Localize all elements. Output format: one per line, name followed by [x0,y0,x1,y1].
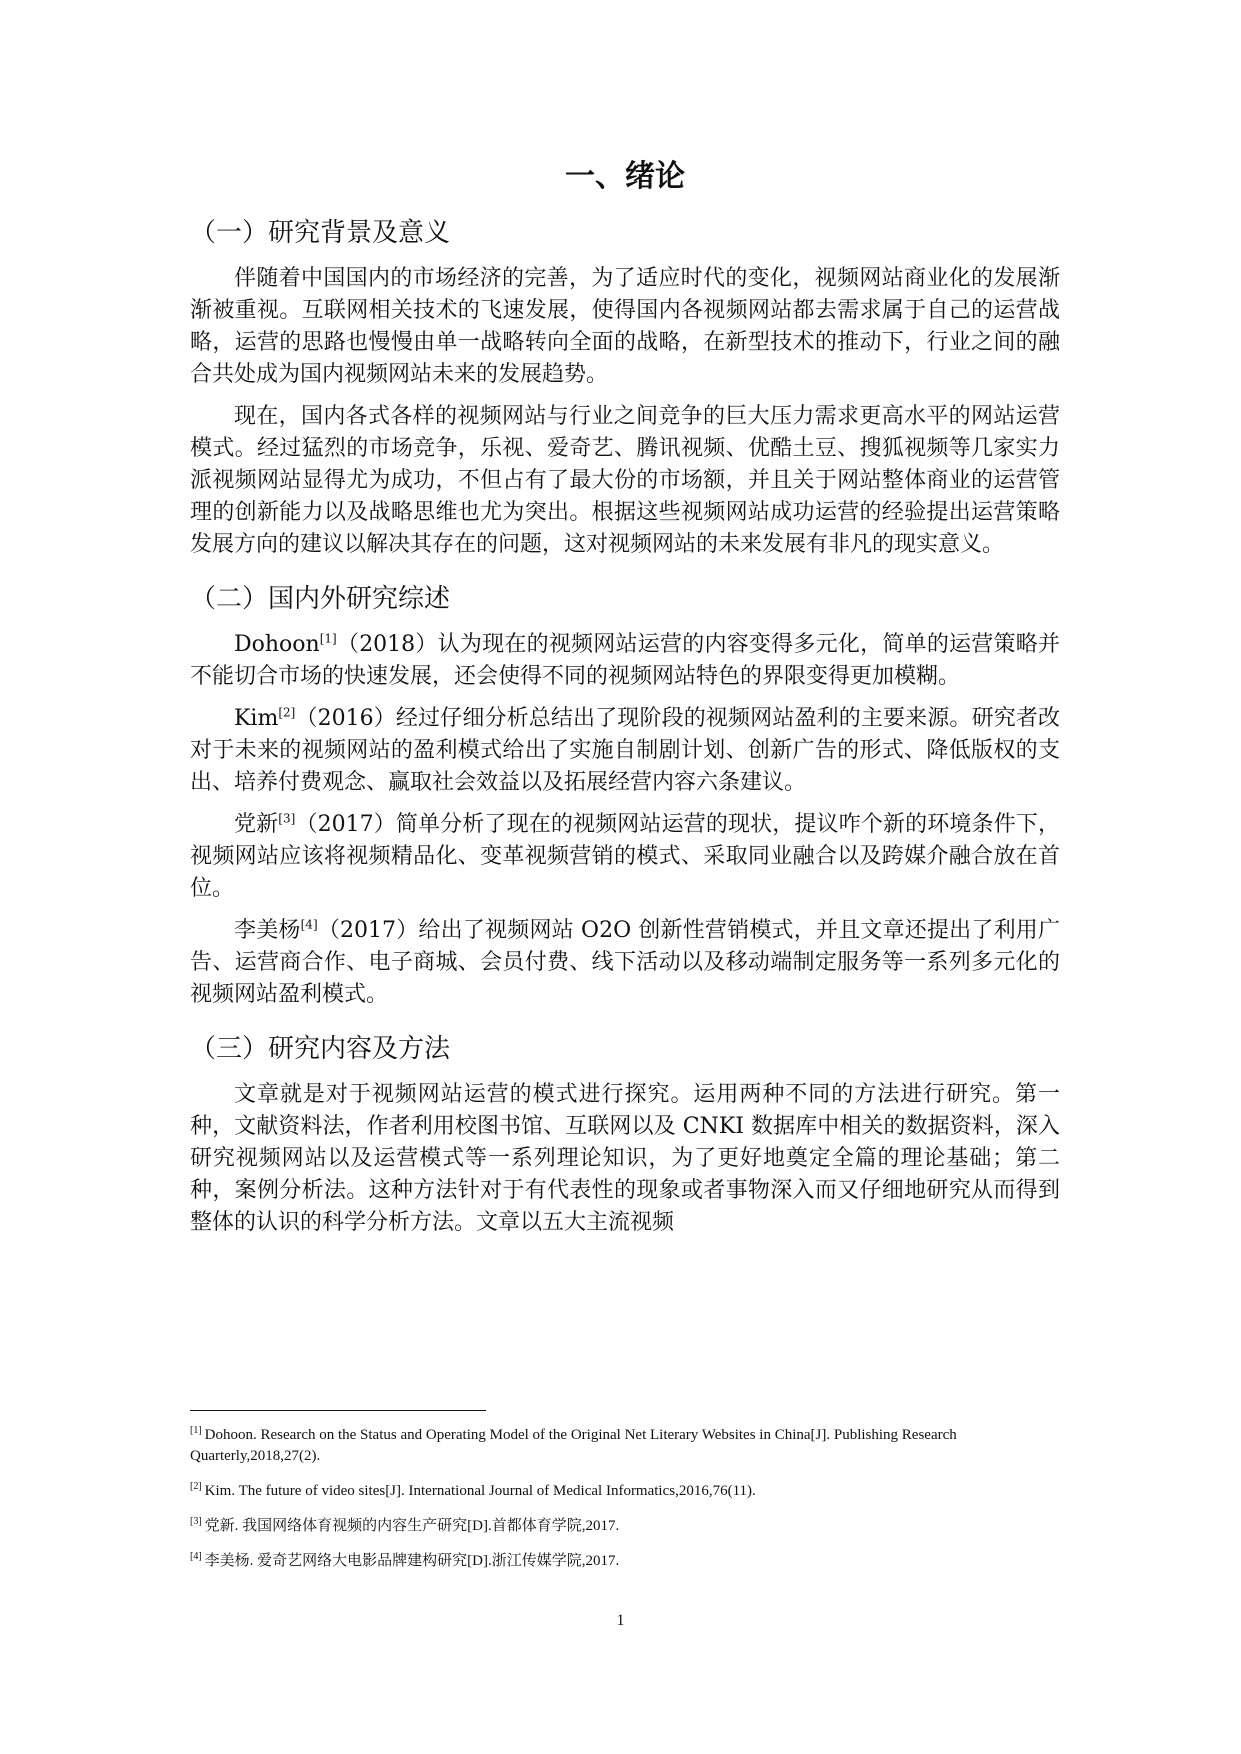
section-title-literature-review: （二）国内外研究综述 [190,584,451,614]
paragraph-text: （2017）简单分析了现在的视频网站运营的现状，提议咋个新的环境条件下，视频网站应该将视频精品化、变革视频营销的模式、采取同业融合以及跨媒介融合放在首位。 [190,812,1060,901]
footnote-text: Kim. The future of video sites[J]. International Journal of Medical Informatics,2016,76(11). [204,1483,756,1499]
citation-ref: [4] [300,917,318,932]
citation-ref: [1] [319,631,337,646]
paragraph-with-citation [190,915,1060,1011]
footnote-ref: [1] [190,1425,202,1436]
citation-author: Dohoon [234,632,320,657]
footnotes [190,1410,1060,1586]
footnote [190,1481,1060,1502]
paragraph: 现在，国内各式各样的视频网站与行业之间竞争的巨大压力需求更高水平的网站运营模式。经过猛烈的市场竞争，乐视、爱奇艺、腾讯视频、优酷土豆、搜狐视频等几家实力派视频网站显得尤为成功，不但占有了最大份的市场额，并且关于网站整体商业的运营管理的创新能力以及战略思维也尤为突出。根据这些视频网站成功运营的经验提出运营策略发展方向的建议以解决其存在的问题，这对视频网站的未来发展有非凡的现实意义。 [190,404,1060,557]
footnote-ref: [4] [190,1551,202,1562]
footnote-text: 李美杨. 爱奇艺网络大电影品牌建构研究[D].浙江传媒学院,2017. [204,1553,620,1569]
section-title-background: （一）研究背景及意义 [190,218,451,248]
paragraph-text: （2017）给出了视频网站 O2O 创新性营销模式，并且文章还提出了利用广告、运营商合作、电子商城、会员付费、线下活动以及移动端制定服务等一系列多元化的视频网站盈利模式。 [190,918,1060,1007]
section-title-methods: （三）研究内容及方法 [190,1034,451,1064]
paragraph-with-citation [190,703,1060,799]
footnote [190,1425,1060,1467]
citation-author: Kim [234,706,279,731]
paragraph: 文章就是对于视频网站运营的模式进行探究。运用两种不同的方法进行研究。第一种，文献资料法，作者利用校图书馆、互联网以及 CNKI 数据库中相关的数据资料，深入研究视频网站以及运营模式等一系列理论知识，为了更好地奠定全篇的理论基础；第二种，案例分析法。这种方法针对于有代表性的现象或者事物深入而又仔细地研究从而得到整体的认识的科学分析方法。文章以五大主流视频 [190,1082,1060,1235]
footnote-text: 党新. 我国网络体育视频的内容生产研究[D].首都体育学院,2017. [204,1518,620,1534]
page-number: 1 [616,1612,625,1629]
paragraph-with-citation [190,629,1060,693]
footnote-text: Dohoon. Research on the Status and Operating Model of the Original Net Literary Websites in China[J]. Publishing Research Quarterly,2018,27(2). [190,1427,957,1464]
footnote [190,1516,1060,1537]
footnote-ref: [3] [190,1516,202,1527]
paragraph-text: （2016）经过仔细分析总结出了现阶段的视频网站盈利的主要来源。研究者改对于未来的视频网站的盈利模式给出了实施自制剧计划、创新广告的形式、降低版权的支出、培养付费观念、赢取社会效益以及拓展经营内容六条建议。 [190,706,1060,795]
paragraph-text: （2018）认为现在的视频网站运营的内容变得多元化，简单的运营策略并不能切合市场的快速发展，还会使得不同的视频网站特色的界限变得更加模糊。 [190,632,1060,689]
paragraph-with-citation [190,809,1060,905]
footnote-divider [190,1410,486,1411]
citation-author: 党新 [234,812,279,837]
citation-ref: [3] [278,811,296,826]
footnote-ref: [2] [190,1481,202,1492]
main-content [190,155,1060,1249]
footnote [190,1551,1060,1572]
paragraph: 伴随着中国国内的市场经济的完善，为了适应时代的变化，视频网站商业化的发展渐渐被重视。互联网相关技术的飞速发展，使得国内各视频网站都去需求属于自己的运营战略，运营的思路也慢慢由单一战略转向全面的战略，在新型技术的推动下，行业之间的融合共处成为国内视频网站未来的发展趋势。 [190,266,1060,387]
citation-ref: [2] [278,705,296,720]
chapter-title: 一、绪论 [565,159,685,194]
citation-author: 李美杨 [234,918,301,943]
